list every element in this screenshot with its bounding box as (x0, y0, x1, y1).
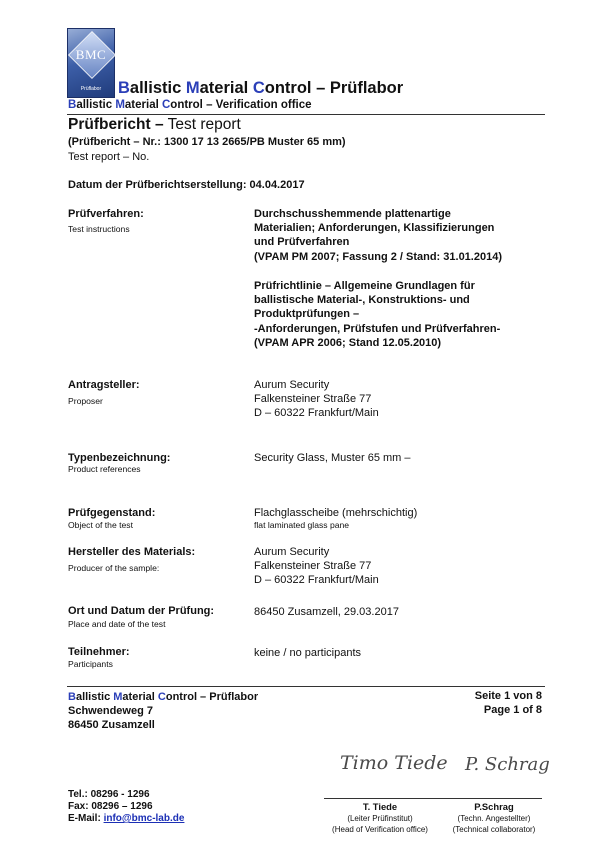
title-run: B (68, 99, 77, 111)
field-label-gegenstand: Prüfgegenstand: (68, 507, 156, 519)
value-line: Prüfrichtlinie – Allgemeine Grundlagen für (254, 280, 475, 292)
signature-schrag: P. Schrag (465, 754, 550, 775)
field-label-en-typ: Product references (68, 464, 141, 474)
value-line: Materialien; Anforderungen, Klassifizierungen (254, 222, 495, 235)
footer-city: 86450 Zusamzell (68, 719, 155, 731)
title-run: B (68, 691, 76, 703)
report-heading-en: Test report (163, 116, 241, 133)
footer-street: Schwendeweg 7 (68, 705, 153, 717)
contact-fax: Fax: 08296 – 1296 (68, 801, 153, 812)
field-label-ort: Ort und Datum der Prüfung: (68, 605, 215, 617)
field-value-teilnehmer: keine / no participants (254, 647, 362, 659)
value-line: D – 60322 Frankfurt/Main (254, 407, 379, 420)
title-run: aterial (199, 79, 253, 97)
signature-tiede: Timo Tiede (340, 752, 448, 774)
email-link[interactable]: info@bmc-lab.de (103, 813, 185, 824)
value-line: Falkensteiner Straße 77 (254, 393, 372, 406)
field-label-verfahren: Prüfverfahren: (68, 208, 144, 220)
title-run: ontrol – Prüflabor (264, 79, 404, 97)
title-run: aterial (122, 691, 158, 703)
title-run: C (161, 99, 171, 111)
page-number-en: Page 1 of 8 (483, 704, 542, 716)
field-label-en-verfahren: Test instructions (68, 224, 130, 234)
value-line: und Prüfverfahren (254, 236, 350, 249)
field-label-en-antragsteller: Proposer (68, 396, 103, 406)
title-run: M (185, 79, 200, 97)
lab-title-german (118, 79, 403, 98)
signer-right-name: P.Schrag (474, 801, 514, 812)
value-line: Durchschusshemmende plattenartige (254, 208, 451, 220)
field-label-antragsteller: Antragsteller: (68, 379, 140, 391)
title-run: allistic (75, 691, 114, 703)
report-number-en: Test report – No. (68, 151, 150, 163)
field-value-antragsteller (254, 378, 379, 421)
field-value-typ: Security Glass, Muster 65 mm – (254, 452, 411, 464)
title-run: M (115, 99, 125, 111)
field-value-gegenstand: Flachglasscheibe (mehrschichtig) (254, 507, 418, 519)
value-line: D – 60322 Frankfurt/Main (254, 574, 379, 587)
value-line: Aurum Security (254, 379, 330, 391)
report-number: (Prüfbericht – Nr.: 1300 17 13 2665/PB Muster 65 mm) (68, 136, 346, 148)
value-line: -Anforderungen, Prüfstufen und Prüfverfahren- (254, 322, 501, 335)
field-value-ort: 86450 Zusamzell, 29.03.2017 (254, 606, 399, 618)
field-label-en-ort: Place and date of the test (68, 619, 166, 629)
title-run: ontrol – Prüflabor (165, 691, 259, 703)
logo-text: BMC (75, 47, 107, 62)
logo-subtext: Prüflabor (80, 86, 102, 92)
page-number-de: Seite 1 von 8 (474, 690, 542, 702)
report-date: Datum der Prüfberichtserstellung: 04.04.2017 (68, 179, 305, 191)
title-run: allistic (129, 79, 186, 97)
email-label: E-Mail: (68, 813, 104, 824)
signer-right-role-de: (Techn. Angestellter) (457, 814, 531, 823)
title-run: ontrol – Verification office (170, 99, 312, 111)
contact-tel: Tel.: 08296 - 1296 (68, 789, 150, 800)
field-label-hersteller: Hersteller des Materials: (68, 546, 196, 558)
signature-line (324, 798, 542, 799)
bmc-logo (67, 28, 115, 98)
value-line: Falkensteiner Straße 77 (254, 560, 372, 573)
signer-left-role-de: (Leiter Prüfinstitut) (347, 814, 413, 823)
field-value-en-gegenstand: flat laminated glass pane (254, 520, 350, 530)
field-label-typ: Typenbezeichnung: (68, 452, 171, 464)
signer-left-name: T. Tiede (362, 801, 398, 812)
title-run: M (113, 691, 123, 703)
title-run: aterial (124, 99, 162, 111)
field-value-verfahren-1 (254, 207, 502, 264)
field-label-en-hersteller: Producer of the sample: (68, 563, 160, 573)
lab-title-english (68, 99, 312, 111)
field-value-verfahren-2 (254, 279, 500, 350)
signer-right-role-en: (Technical collaborator) (452, 825, 536, 834)
report-heading (68, 116, 241, 134)
title-run: C (157, 691, 166, 703)
value-line: ballistische Material-, Konstruktions- und (254, 294, 470, 307)
field-label-en-gegenstand: Object of the test (68, 520, 133, 530)
field-value-hersteller (254, 545, 379, 588)
footer-divider (67, 686, 545, 687)
field-label-teilnehmer: Teilnehmer: (68, 646, 130, 658)
title-run: B (118, 79, 130, 97)
footer-org-name (68, 691, 258, 703)
signer-left-role-en: (Head of Verification office) (332, 825, 428, 834)
contact-email (68, 813, 184, 824)
value-line: Aurum Security (254, 546, 330, 558)
title-run: C (252, 79, 265, 97)
title-run: allistic (76, 99, 116, 111)
field-label-en-teilnehmer: Participants (68, 659, 113, 669)
value-line: (VPAM APR 2006; Stand 12.05.2010) (254, 336, 442, 349)
value-line: (VPAM PM 2007; Fassung 2 / Stand: 31.01.2014) (254, 250, 502, 263)
value-line: Produktprüfungen – (254, 308, 360, 321)
header-divider (67, 114, 545, 115)
report-heading-de: Prüfbericht – (68, 116, 164, 133)
